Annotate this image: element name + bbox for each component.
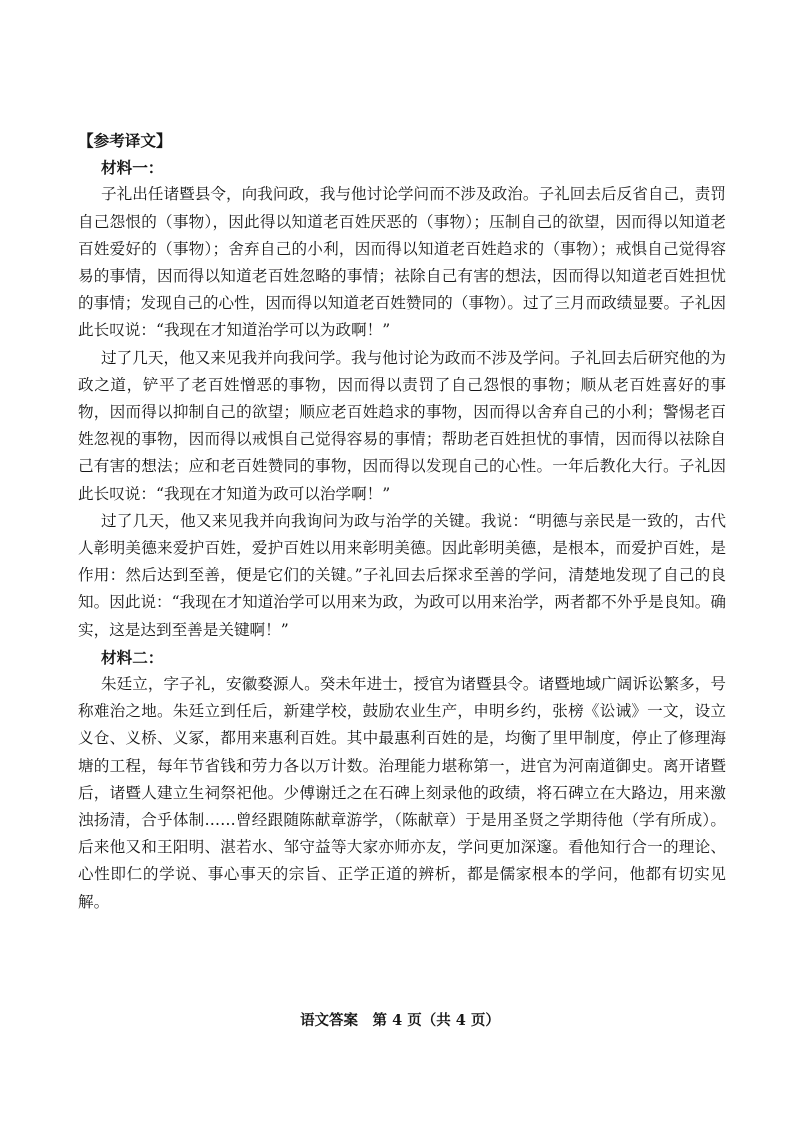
document-body [78, 127, 726, 916]
reference-translation-heading: 【参考译文】 [78, 131, 172, 150]
material-1-paragraph-3: 过了几天，他又来见我并向我询问为政与治学的关键。我说：“明德与亲民是一致的，古代人彰明美德来爱护百姓，爱护百姓以用来彰明美德。因此彰明美德，是根本，而爱护百姓，是作用：然后达到至善，便是它们的关键。”子礼回去后探求至善的学问，清楚地发现了自己的良知。因此说：“我现在才知道治学可以用来为政，为政可以用来治学，两者都不外乎是良知。确实，这是达到至善是关键啊！” [78, 511, 726, 639]
page-footer: 语文答案 第 4 页（共 4 页） [300, 1012, 500, 1029]
material-2-paragraph-1: 朱廷立，字子礼，安徽婺源人。癸未年进士，授官为诸暨县令。诸暨地域广阔诉讼繁多，号称难治之地。朱廷立到任后，新建学校，鼓励农业生产，申明乡约，张榜《讼诫》一文，设立义仓、义桥、义冢，都用来惠利百姓。其中最惠利百姓的是，均衡了里甲制度，停止了修理海塘的工程，每年节省钱和劳力各以万计数。治理能力堪称第一，进官为河南道御史。离开诸暨后，诸暨人建立生祠祭祀他。少傅谢迁之在石碑上刻录他的政绩，将石碑立在大路边，用来激浊扬清，合乎体制……曾经跟随陈献章游学，（陈献章）于是用圣贤之学期待他（学有所成）。后来他又和王阳明、湛若水、邹守益等大家亦师亦友，学问更加深邃。看他知行合一的理论、心性即仁的学说、事心事天的宗旨、正学正道的辨析，都是儒家根本的学问，他都有切实见解。 [78, 675, 726, 911]
material-1-paragraph-1: 子礼出任诸暨县令，向我问政，我与他讨论学问而不涉及政治。子礼回去后反省自己，责罚自己怨恨的（事物），因此得以知道老百姓厌恶的（事物）；压制自己的欲望，因而得以知道老百姓爱好的（事物）；舍弃自己的小利，因而得以知道老百姓趋求的（事物）；戒惧自己觉得容易的事情，因而得以知道老百姓忽略的事情；祛除自己有害的想法，因而得以知道老百姓担忧的事情；发现自己的心性，因而得以知道老百姓赞同的（事物）。过了三月而政绩显要。子礼因此长叹说：“我现在才知道治学可以为政啊！” [78, 185, 726, 340]
material-1-paragraph-2: 过了几天，他又来见我并向我问学。我与他讨论为政而不涉及学问。子礼回去后研究他的为政之道，铲平了老百姓憎恶的事物，因而得以责罚了自己怨恨的事物；顺从老百姓喜好的事物，因而得以抑制自己的欲望；顺应老百姓趋求的事物，因而得以舍弃自己的小利；警惕老百姓忽视的事物，因而得以戒惧自己觉得容易的事情；帮助老百姓担忧的事情，因而得以祛除自己有害的想法；应和老百姓赞同的事物，因而得以发现自己的心性。一年后教化大行。子礼因此长叹说：“我现在才知道为政可以治学啊！” [78, 348, 726, 503]
material-1-title: 材料一： [101, 158, 164, 178]
material-2-title: 材料二： [101, 647, 164, 667]
